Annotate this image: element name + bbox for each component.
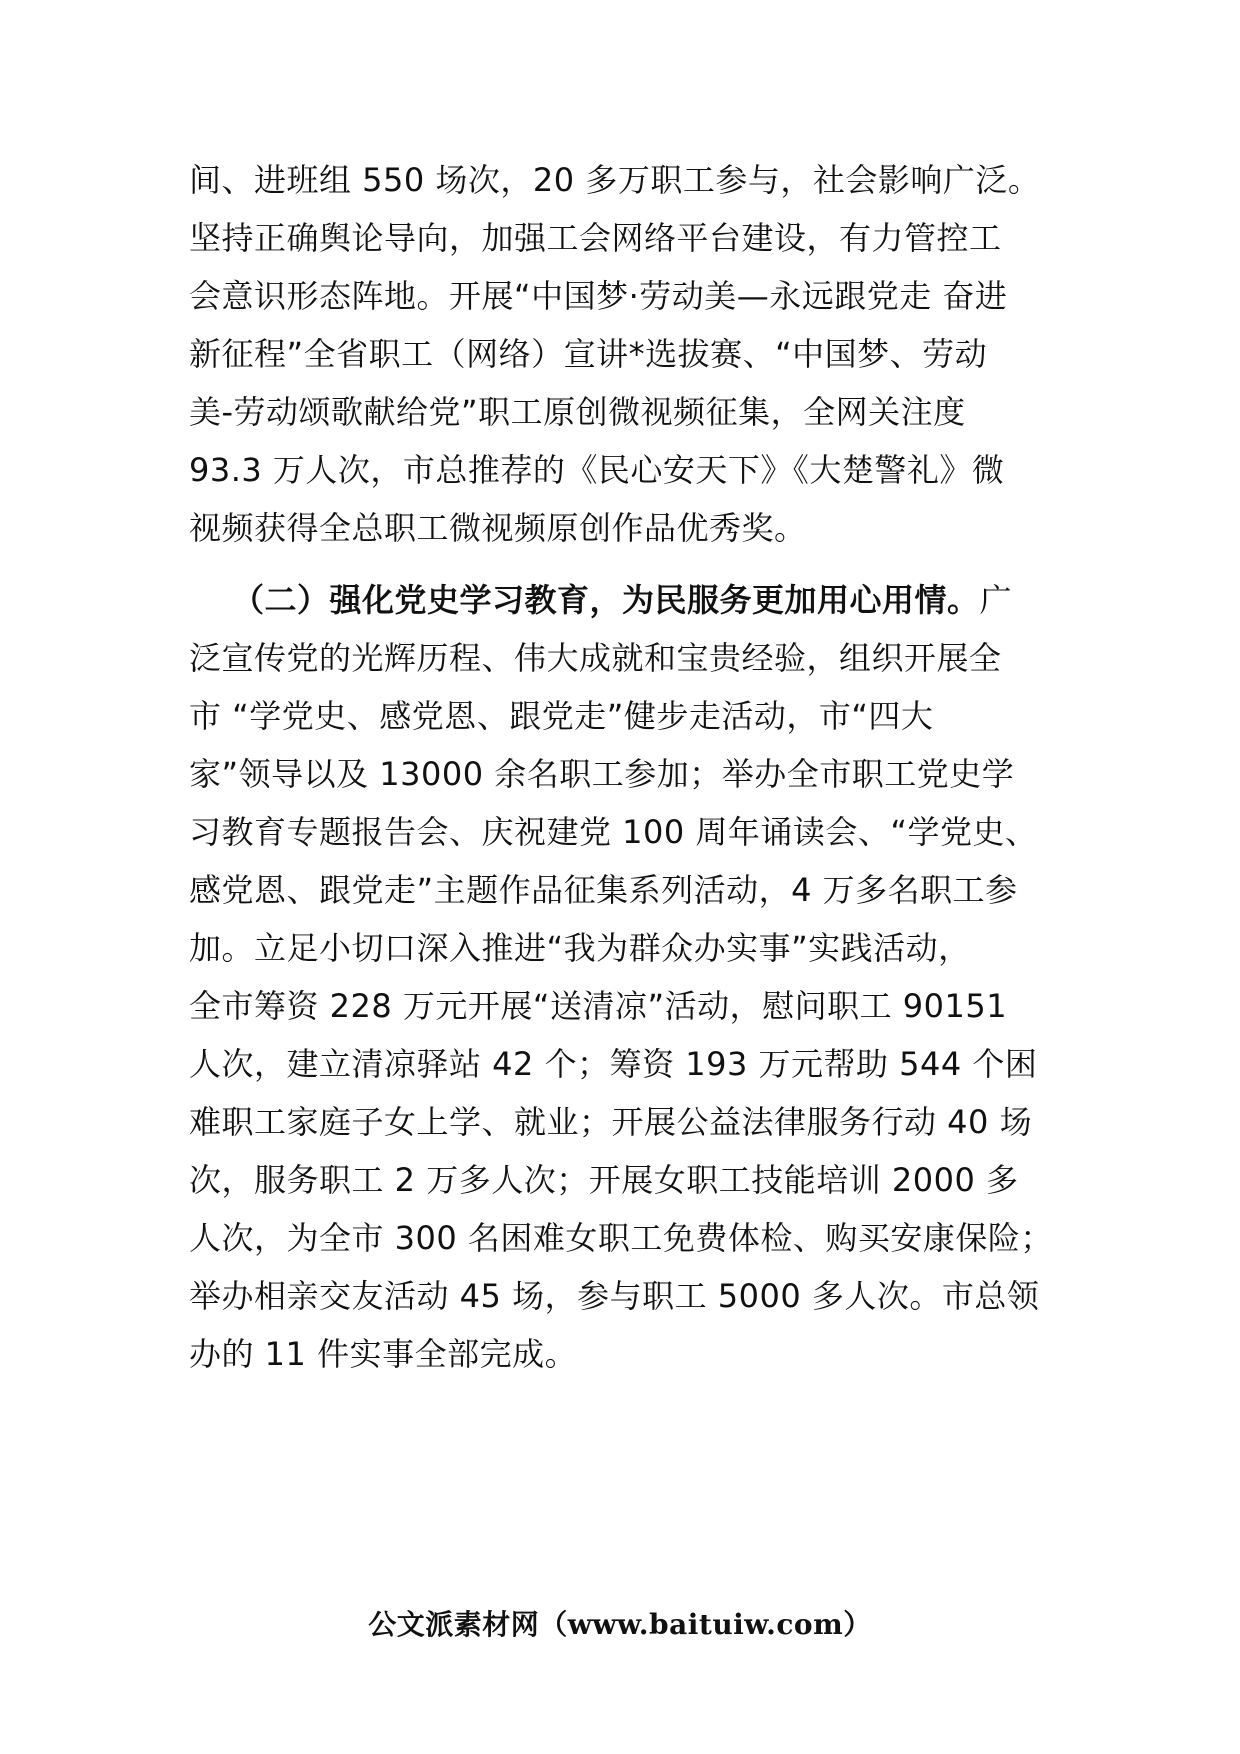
body-text-line: 泛宣传党的光辉历程、伟大成就和宝贵经验，组织开展全: [189, 639, 1002, 677]
body-text-line: 难职工家庭子女上学、就业；开展公益法律服务行动 40 场: [189, 1103, 1033, 1141]
section-heading: （二）强化党史学习教育，为民服务更加用心用情。: [232, 581, 980, 619]
body-text-line: 习教育专题报告会、庆祝建党 100 周年诵读会、“学党史、: [189, 813, 1038, 851]
body-text-line: 人次，为全市 300 名困难女职工免费体检、购买安康保险；: [189, 1219, 1053, 1257]
page-footer: 公文派素材网（www.baituiw.com）: [368, 1608, 872, 1641]
body-text-line: 家”领导以及 13000 余名职工参加；举办全市职工党史学: [189, 755, 1015, 793]
section-heading-line: [232, 580, 1012, 620]
body-text-line: 间、进班组 550 场次，20 多万职工参与，社会影响广泛。: [189, 161, 1041, 199]
body-text-line: 人次，建立清凉驿站 42 个；筹资 193 万元帮助 544 个困: [189, 1045, 1038, 1083]
body-text-line: 美-劳动颂歌献给党”职工原创微视频征集，全网关注度: [189, 393, 966, 431]
body-text-line: 市 “学党史、感党恩、跟党走”健步走活动，市“四大: [189, 697, 934, 735]
body-text-line: 加。立足小切口深入推进“我为群众办实事”实践活动，: [189, 929, 971, 967]
body-text-line: 93.3 万人次，市总推荐的《民心安天下》《大楚警礼》微: [189, 451, 1005, 489]
body-text-run: 广: [979, 581, 1013, 619]
body-text-line: 坚持正确舆论导向，加强工会网络平台建设，有力管控工: [189, 219, 1002, 257]
body-text-line: 感党恩、跟党走”主题作品征集系列活动，4 万多名职工参: [189, 871, 1018, 909]
body-text-line: 次，服务职工 2 万多人次；开展女职工技能培训 2000 多: [189, 1161, 1019, 1199]
body-text-line: 视频获得全总职工微视频原创作品优秀奖。: [189, 509, 807, 547]
body-text-line: 会意识形态阵地。开展“中国梦·劳动美—永远跟党走 奋进: [189, 277, 1008, 315]
body-text-line: 新征程”全省职工（网络）宣讲*选拔赛、“中国梦、劳动: [189, 335, 988, 373]
body-text-line: 全市筹资 228 万元开展“送清凉”活动，慰问职工 90151: [189, 987, 1008, 1025]
body-text-line: 办的 11 件实事全部完成。: [189, 1335, 578, 1373]
body-text-line: 举办相亲交友活动 45 场，参与职工 5000 多人次。市总领: [189, 1277, 1040, 1315]
